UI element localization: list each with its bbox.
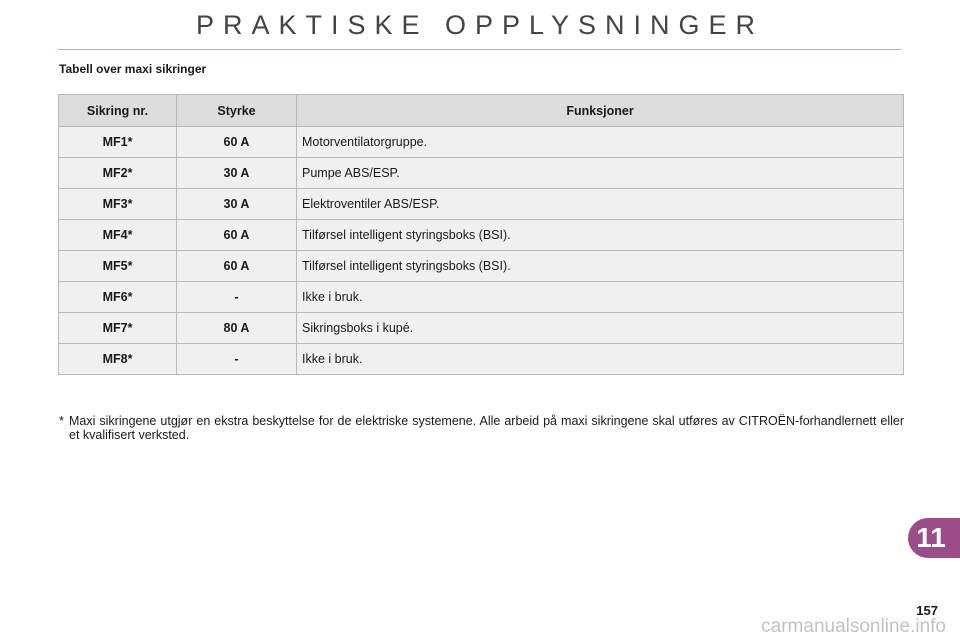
fuse-number-cell: MF5* xyxy=(59,251,177,282)
amperage-cell: 60 A xyxy=(177,220,297,251)
footnote xyxy=(59,414,904,442)
table-row xyxy=(59,313,904,344)
table-row xyxy=(59,220,904,251)
page-number: 157 xyxy=(916,603,938,618)
function-cell: Elektroventiler ABS/ESP. xyxy=(297,189,904,220)
table-header-row xyxy=(59,95,904,127)
function-cell: Motorventilatorgruppe. xyxy=(297,127,904,158)
footnote-text: Maxi sikringene utgjør en ekstra beskyttelse for de elektriske systemene. Alle arbeid på maxi sikringene skal utføres av CITROËN-forhandlernett eller et kvalifisert verksted. xyxy=(69,414,904,442)
column-header-functions: Funksjoner xyxy=(297,95,904,127)
amperage-cell: 30 A xyxy=(177,189,297,220)
amperage-cell: - xyxy=(177,282,297,313)
amperage-cell: 80 A xyxy=(177,313,297,344)
section-heading: Tabell over maxi sikringer xyxy=(59,62,207,76)
fuse-number-cell: MF2* xyxy=(59,158,177,189)
amperage-cell: 30 A xyxy=(177,158,297,189)
function-cell: Ikke i bruk. xyxy=(297,344,904,375)
fuse-number-cell: MF6* xyxy=(59,282,177,313)
watermark: carmanualsonline.info xyxy=(761,616,946,637)
function-cell: Ikke i bruk. xyxy=(297,282,904,313)
function-cell: Tilførsel intelligent styringsboks (BSI). xyxy=(297,251,904,282)
function-cell: Sikringsboks i kupé. xyxy=(297,313,904,344)
function-cell: Tilførsel intelligent styringsboks (BSI). xyxy=(297,220,904,251)
amperage-cell: - xyxy=(177,344,297,375)
table-row xyxy=(59,251,904,282)
column-header-amperage: Styrke xyxy=(177,95,297,127)
function-cell: Pumpe ABS/ESP. xyxy=(297,158,904,189)
page-title: PRAKTISKE OPPLYSNINGER xyxy=(195,10,765,40)
footnote-marker: * xyxy=(59,414,64,428)
table-row xyxy=(59,282,904,313)
fuse-number-cell: MF4* xyxy=(59,220,177,251)
column-header-fuse: Sikring nr. xyxy=(59,95,177,127)
amperage-cell: 60 A xyxy=(177,251,297,282)
fuse-number-cell: MF3* xyxy=(59,189,177,220)
chapter-tab: 11 xyxy=(908,518,960,558)
amperage-cell: 60 A xyxy=(177,127,297,158)
table-row xyxy=(59,189,904,220)
fuse-number-cell: MF1* xyxy=(59,127,177,158)
fuse-number-cell: MF7* xyxy=(59,313,177,344)
fuse-table xyxy=(58,94,904,375)
table-row xyxy=(59,158,904,189)
table-row xyxy=(59,127,904,158)
fuse-number-cell: MF8* xyxy=(59,344,177,375)
table-row xyxy=(59,344,904,375)
title-divider xyxy=(58,49,901,50)
